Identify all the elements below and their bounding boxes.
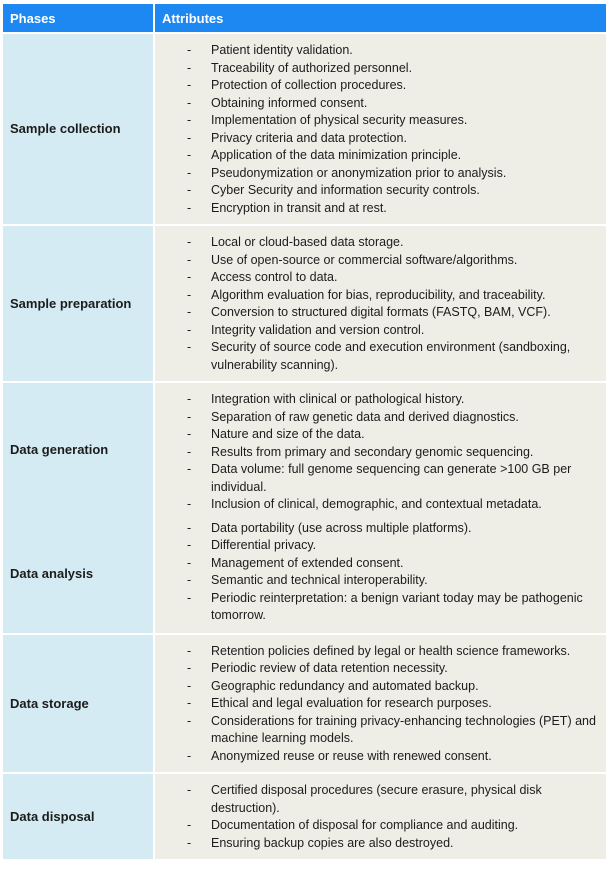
list-item: - Patient identity validation.: [165, 42, 596, 60]
phase-cell: Sample collection: [3, 33, 154, 225]
list-item: - Nature and size of the data.: [165, 426, 596, 444]
table-row: [3, 773, 606, 860]
table-row: [3, 382, 606, 516]
list-item: - Management of extended consent.: [165, 555, 596, 573]
attributes-cell: [154, 382, 606, 516]
list-item: - Integration with clinical or pathological history.: [165, 391, 596, 409]
attribute-list: [165, 234, 596, 374]
list-item: - Semantic and technical interoperability.: [165, 572, 596, 590]
attribute-list: [165, 520, 596, 625]
attributes-cell: [154, 516, 606, 634]
list-item: - Considerations for training privacy-enhancing technologies (PET) and machine learning models.: [165, 713, 596, 748]
header-row: [3, 4, 606, 33]
list-item: - Pseudonymization or anonymization prior to analysis.: [165, 165, 596, 183]
list-item: - Conversion to structured digital formats (FASTQ, BAM, VCF).: [165, 304, 596, 322]
table-row: [3, 225, 606, 382]
list-item: - Differential privacy.: [165, 537, 596, 555]
list-item: - Implementation of physical security measures.: [165, 112, 596, 130]
phase-cell: Data storage: [3, 634, 154, 774]
attributes-cell: [154, 634, 606, 774]
list-item: - Use of open-source or commercial software/algorithms.: [165, 252, 596, 270]
list-item: - Ethical and legal evaluation for research purposes.: [165, 695, 596, 713]
list-item: - Obtaining informed consent.: [165, 95, 596, 113]
list-item: - Data volume: full genome sequencing can generate >100 GB per individual.: [165, 461, 596, 496]
list-item: - Cyber Security and information security controls.: [165, 182, 596, 200]
list-item: - Application of the data minimization principle.: [165, 147, 596, 165]
attribute-list: [165, 643, 596, 766]
phase-cell: Data generation: [3, 382, 154, 516]
list-item: - Documentation of disposal for compliance and auditing.: [165, 817, 596, 835]
list-item: - Periodic reinterpretation: a benign variant today may be pathogenic tomorrow.: [165, 590, 596, 625]
list-item: - Privacy criteria and data protection.: [165, 130, 596, 148]
phases-attributes-table: [3, 4, 606, 861]
list-item: - Ensuring backup copies are also destroyed.: [165, 835, 596, 853]
attribute-list: [165, 782, 596, 852]
phase-cell: Sample preparation: [3, 225, 154, 382]
header-attributes: Attributes: [154, 4, 606, 33]
phase-cell: Data disposal: [3, 773, 154, 860]
table-body: [3, 33, 606, 860]
list-item: - Certified disposal procedures (secure erasure, physical disk destruction).: [165, 782, 596, 817]
list-item: - Algorithm evaluation for bias, reproducibility, and traceability.: [165, 287, 596, 305]
attributes-cell: [154, 33, 606, 225]
list-item: - Local or cloud-based data storage.: [165, 234, 596, 252]
list-item: - Retention policies defined by legal or health science frameworks.: [165, 643, 596, 661]
attribute-list: [165, 42, 596, 217]
list-item: - Protection of collection procedures.: [165, 77, 596, 95]
list-item: - Data portability (use across multiple platforms).: [165, 520, 596, 538]
attributes-cell: [154, 773, 606, 860]
list-item: - Inclusion of clinical, demographic, and contextual metadata.: [165, 496, 596, 514]
header-phases: Phases: [3, 4, 154, 33]
list-item: - Encryption in transit and at rest.: [165, 200, 596, 218]
attribute-list: [165, 391, 596, 514]
list-item: - Periodic review of data retention necessity.: [165, 660, 596, 678]
attributes-cell: [154, 225, 606, 382]
phase-cell: Data analysis: [3, 516, 154, 634]
list-item: - Security of source code and execution environment (sandboxing, vulnerability scanning).: [165, 339, 596, 374]
table-row: [3, 33, 606, 225]
list-item: - Geographic redundancy and automated backup.: [165, 678, 596, 696]
list-item: - Results from primary and secondary genomic sequencing.: [165, 444, 596, 462]
table-row: [3, 634, 606, 774]
table-row: [3, 516, 606, 634]
list-item: - Integrity validation and version control.: [165, 322, 596, 340]
list-item: - Access control to data.: [165, 269, 596, 287]
list-item: - Anonymized reuse or reuse with renewed consent.: [165, 748, 596, 766]
list-item: - Traceability of authorized personnel.: [165, 60, 596, 78]
list-item: - Separation of raw genetic data and derived diagnostics.: [165, 409, 596, 427]
